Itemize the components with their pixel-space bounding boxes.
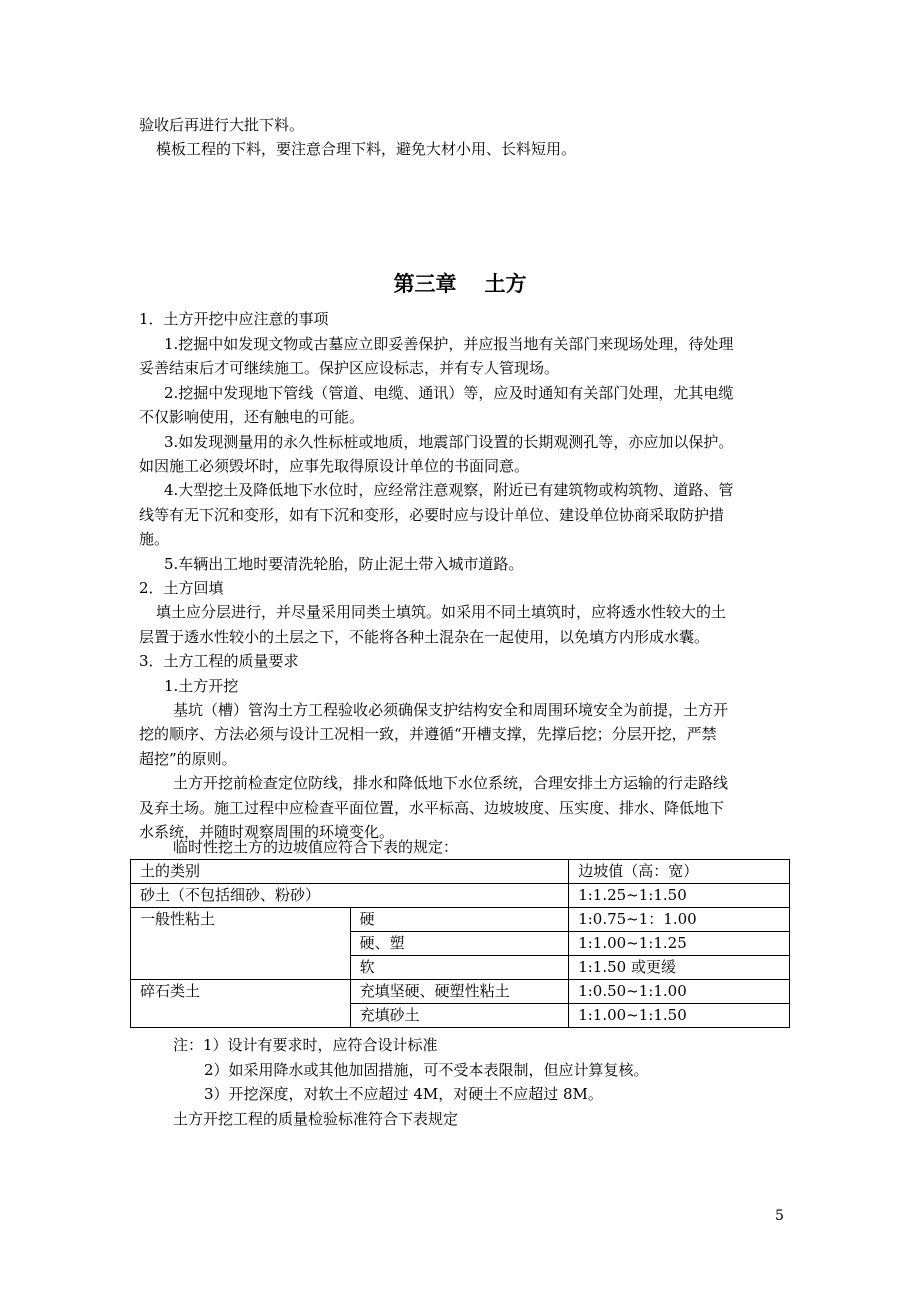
slope-cell: 1:1.25~1:1.50 bbox=[569, 884, 790, 908]
body-line: 1.挖掘中如发现文物或古墓应立即妥善保护，并应报当地有关部门来现场处理，待处理 bbox=[164, 335, 734, 353]
table-header-row bbox=[131, 860, 790, 884]
slope-cell: 1:0.75~1：1.00 bbox=[569, 908, 790, 932]
slope-cell: 1:1.00~1:1.50 bbox=[569, 1004, 790, 1028]
table-row bbox=[131, 980, 790, 1004]
note-line: 3）开挖深度，对软土不应超过 4M，对硬土不应超过 8M。 bbox=[204, 1085, 603, 1103]
subsection-heading: 1.土方开挖 bbox=[164, 677, 239, 695]
table-row bbox=[131, 908, 790, 932]
section-heading: 3．土方工程的质量要求 bbox=[139, 652, 299, 670]
body-line: 线等有无下沉和变形，如有下沉和变形，必要时应与设计单位、建设单位协商采取防护措 bbox=[139, 506, 725, 524]
body-line: 水系统，并随时观察周围的环境变化。 bbox=[139, 823, 395, 841]
soil-type-cell: 一般性粘土 bbox=[131, 908, 351, 980]
body-line: 模板工程的下料，要注意合理下料，避免大材小用、长料短用。 bbox=[156, 140, 577, 158]
body-line: 4.大型挖土及降低地下水位时，应经常注意观察，附近已有建筑物或构筑物、道路、管 bbox=[164, 481, 734, 499]
state-cell: 软 bbox=[350, 956, 569, 980]
chapter-title bbox=[0, 268, 920, 298]
page-number: 5 bbox=[775, 1208, 784, 1224]
note-line: 注：1）设计有要求时，应符合设计标准 bbox=[173, 1036, 438, 1054]
body-line: 基坑（槽）管沟土方工程验收必须确保支护结构安全和周围环境安全为前提，土方开 bbox=[173, 701, 729, 719]
body-line: 及弃土场。施工过程中应检查平面位置，水平标高、边坡坡度、压实度、排水、降低地下 bbox=[139, 799, 725, 817]
state-cell: 硬 bbox=[350, 908, 569, 932]
chapter-subject: 土方 bbox=[484, 272, 527, 296]
body-line: 妥善结束后才可继续施工。保护区应设标志，并有专人管现场。 bbox=[139, 359, 560, 377]
body-line: 2.挖掘中发现地下管线（管道、电缆、通讯）等，应及时通知有关部门处理，尤其电缆 bbox=[164, 384, 734, 402]
body-line: 施。 bbox=[139, 530, 170, 548]
body-line: 如因施工必须毁坏时，应事先取得原设计单位的书面同意。 bbox=[139, 457, 530, 475]
section-heading: 2．土方回填 bbox=[139, 579, 224, 597]
body-line: 5.车辆出工地时要清洗轮胎，防止泥土带入城市道路。 bbox=[164, 555, 524, 573]
slope-table bbox=[130, 859, 790, 1028]
state-cell: 充填坚硬、硬塑性粘土 bbox=[350, 980, 569, 1004]
soil-type-cell: 碎石类土 bbox=[131, 980, 351, 1028]
body-line: 挖的顺序、方法必须与设计工况相一致，并遵循“开槽支撑，先撑后挖；分层开挖，严禁 bbox=[139, 725, 717, 743]
body-line: 填土应分层进行，并尽量采用同类土填筑。如采用不同土填筑时，应将透水性较大的土 bbox=[156, 603, 727, 621]
header-soil-type: 土的类别 bbox=[131, 860, 569, 884]
body-line: 超挖”的原则。 bbox=[139, 750, 237, 768]
section-heading: 1．土方开挖中应注意的事项 bbox=[139, 310, 329, 328]
body-line: 土方开挖工程的质量检验标准符合下表规定 bbox=[173, 1110, 459, 1128]
state-cell: 充填砂土 bbox=[350, 1004, 569, 1028]
slope-cell: 1:1.50 或更缓 bbox=[569, 956, 790, 980]
body-line: 验收后再进行大批下料。 bbox=[139, 116, 305, 134]
slope-cell: 1:1.00~1:1.25 bbox=[569, 932, 790, 956]
body-line: 不仅影响使用，还有触电的可能。 bbox=[139, 408, 365, 426]
state-cell: 硬、塑 bbox=[350, 932, 569, 956]
soil-type-cell: 砂土（不包括细砂、粉砂） bbox=[131, 884, 569, 908]
header-slope: 边坡值（高：宽） bbox=[569, 860, 790, 884]
note-line: 2）如采用降水或其他加固措施，可不受本表限制，但应计算复核。 bbox=[204, 1061, 649, 1079]
slope-cell: 1:0.50~1:1.00 bbox=[569, 980, 790, 1004]
chapter-number: 第三章 bbox=[393, 272, 457, 296]
body-line: 层置于透水性较小的土层之下，不能将各种土混杂在一起使用，以免填方内形成水囊。 bbox=[139, 628, 710, 646]
body-line: 土方开挖前检查定位防线，排水和降低地下水位系统，合理安排土方运输的行走路线 bbox=[173, 774, 729, 792]
table-row bbox=[131, 884, 790, 908]
body-line: 3.如发现测量用的永久性标桩或地质，地震部门设置的长期观测孔等，亦应加以保护。 bbox=[164, 433, 734, 451]
table-caption: 临时性挖土方的边坡值应符合下表的规定： bbox=[173, 838, 459, 856]
